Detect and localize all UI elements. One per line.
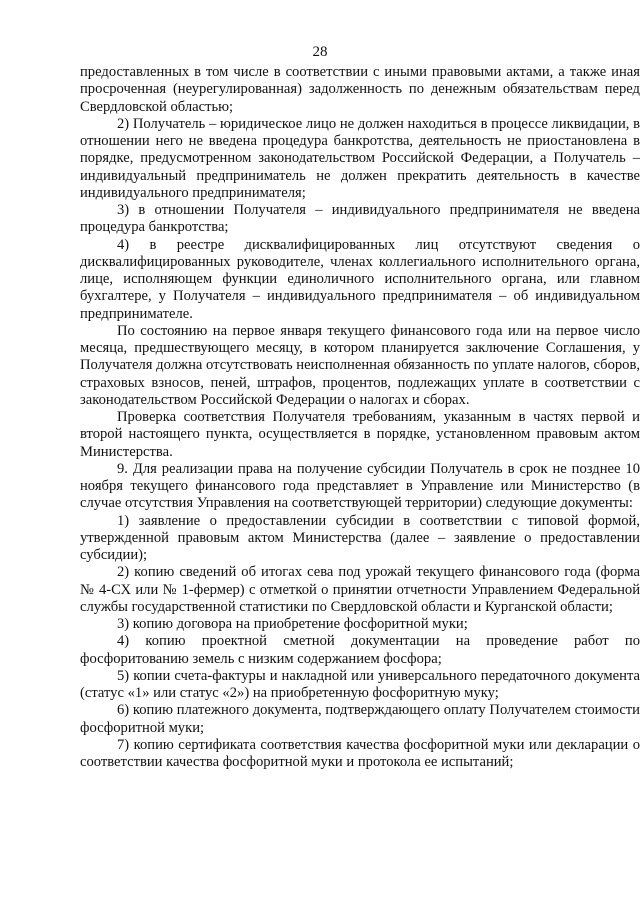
paragraph-document-4: 4) копию проектной сметной документации на проведение работ по фосфоритованию земель с низким содержанием фосфора; bbox=[80, 633, 640, 667]
paragraph-clause-9: 9. Для реализации права на получение субсидии Получатель в срок не позднее 10 ноября текущего финансового года представляет в Управление или Министерство (в случае отсутствия Управления на соответствующей территории) следующие документы: bbox=[80, 460, 640, 512]
paragraph-document-2: 2) копию сведений об итогах сева под урожай текущего финансового года (форма № 4-СХ или № 1-фермер) с отметкой о принятии отчетности Управлением Федеральной службы государственной статистики по Свердловской области и Курганской области; bbox=[80, 564, 640, 615]
paragraph-item-4: 4) в реестре дисквалифицированных лиц отсутствуют сведения о дисквалифицированных руководителе, членах коллегиального исполнительного органа, лице, исполняющем функции единоличного исполнительного органа, или главном бухгалтере, у Получателя – индивидуального предпринимателя – об индивидуальном предпринимателе. bbox=[80, 236, 640, 322]
document-body bbox=[80, 64, 640, 771]
paragraph-document-1: 1) заявление о предоставлении субсидии в соответствии с типовой формой, утвержденной правовым актом Министерства (далее – заявление о предоставлении субсидии); bbox=[80, 512, 640, 563]
paragraph-document-3: 3) копию договора на приобретение фосфоритной муки; bbox=[117, 616, 468, 632]
paragraph-item-3: 3) в отношении Получателя – индивидуального предпринимателя не введена процедура банкротства; bbox=[80, 202, 640, 236]
paragraph-tax-obligations: По состоянию на первое января текущего финансового года или на первое число месяца, предшествующего месяцу, в котором планируется заключение Соглашения, у Получателя должна отсутствовать неисполненная обязанность по уплате налогов, сборов, страховых взносов, пеней, штрафов, процентов, подлежащих уплате в соответствии с законодательством Российской Федерации о налогах и сборах. bbox=[80, 322, 640, 408]
paragraph-document-6: 6) копию платежного документа, подтверждающего оплату Получателем стоимости фосфоритной муки; bbox=[80, 702, 640, 736]
paragraph-document-5: 5) копии счета-фактуры и накладной или универсального передаточного документа (статус «1» или статус «2») на приобретенную фосфоритную муку; bbox=[80, 667, 640, 701]
paragraph-continuation: предоставленных в том числе в соответствии с иными правовыми актами, а также иная просроченная (неурегулированная) задолженность по денежным обязательствам перед Свердловской областью; bbox=[80, 64, 640, 115]
paragraph-item-2: 2) Получатель – юридическое лицо не должен находиться в процессе ликвидации, в отношении него не введена процедура банкротства, деятельность не приостановлена в порядке, предусмотренном законодательством Российской Федерации, а Получатель – индивидуальный предприниматель не должен прекратить деятельность в качестве индивидуального предпринимателя; bbox=[80, 115, 640, 201]
page-number: 28 bbox=[312, 44, 328, 60]
paragraph-document-7: 7) копию сертификата соответствия качества фосфоритной муки или декларации о соответствии качества фосфоритной муки и протокола ее испытаний; bbox=[80, 736, 640, 770]
paragraph-compliance-check: Проверка соответствия Получателя требованиям, указанным в частях первой и второй настоящего пункта, осуществляется в порядке, установленном правовым актом Министерства. bbox=[80, 409, 640, 460]
